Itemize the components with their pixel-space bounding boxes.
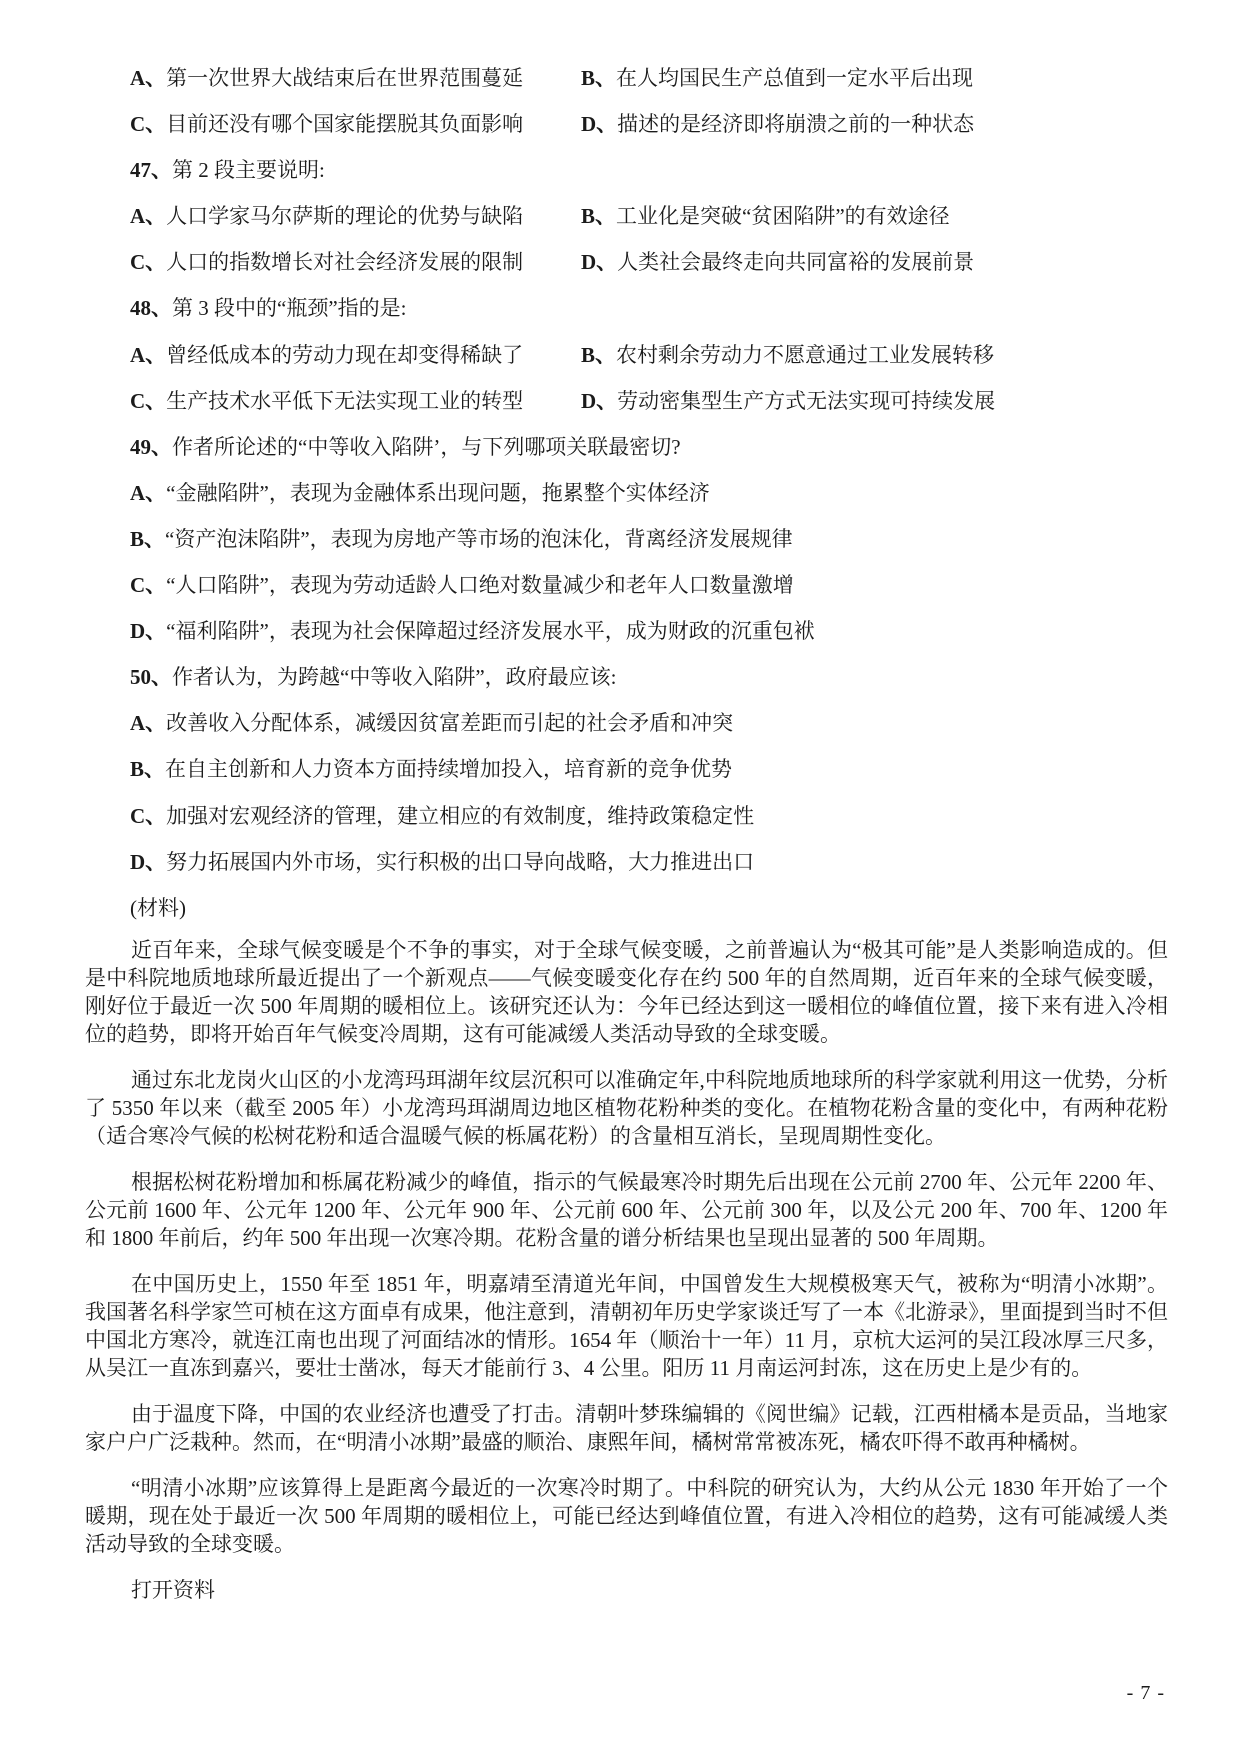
question-47-stem-row	[0, 152, 1241, 198]
option-label: D、	[130, 849, 167, 874]
material-paragraph-4: 在中国历史上，1550 年至 1851 年，明嘉靖至清道光年间，中国曾发生大规模极寒天气，被称为“明清小冰期”。我国著名科学家竺可桢在这方面卓有成果，他注意到，清朝初年历史学家谈迁写了一本《北游录》，里面提到当时不但中国北方寒冷，就连江南也出现了河面结冰的情形。1654 年（顺治十一年）11 月，京杭大运河的吴江段冰厚三尺多，从吴江一直冻到嘉兴，要壮士凿冰，每天才能前行 3、4 公里。阳历 11 月南运河封冻，这在历史上是少有的。	[85, 1271, 1168, 1380]
option-label: A、	[130, 204, 167, 229]
question-stem-text: 作者认为，为跨越“中等收入陷阱”，政府最应该:	[172, 665, 617, 690]
option-label: C、	[130, 388, 167, 413]
question-49-option-A-row	[0, 475, 1241, 521]
option-text: 曾经低成本的劳动力现在却变得稀缺了	[166, 342, 524, 367]
material-paragraph-5: 由于温度下降，中国的农业经济也遭受了打击。清朝叶梦珠编辑的《阅世编》记载，江西柑橘本是贡品，当地家家户户广泛栽种。然而，在“明清小冰期”最盛的顺治、康熙年间，橘树常常被冻死，橘农吓得不敢再种橘树。	[85, 1401, 1168, 1454]
option-49-D	[130, 615, 815, 645]
option-text: 在自主创新和人力资本方面持续增加投入，培育新的竞争优势	[165, 757, 733, 782]
question-number: 48、	[130, 296, 172, 321]
option-48-D	[581, 385, 995, 415]
option-label: C、	[130, 803, 167, 828]
option-label: D、	[130, 619, 167, 644]
option-label: A、	[130, 480, 167, 505]
option-label: A、	[130, 342, 167, 367]
question-50-option-D-row	[0, 844, 1241, 890]
option-text: 人口的指数增长对社会经济发展的限制	[166, 250, 524, 275]
material-header: (材料)	[130, 895, 186, 920]
option-48-C	[130, 385, 523, 415]
option-46-C	[130, 108, 523, 138]
option-text: 人类社会最终走向共同富裕的发展前景	[617, 250, 975, 275]
option-text: “资产泡沫陷阱”，表现为房地产等市场的泡沫化，背离经济发展规律	[165, 526, 793, 551]
option-48-B	[581, 339, 994, 369]
option-text: 努力拓展国内外市场，实行积极的出口导向战略，大力推进出口	[166, 849, 755, 874]
option-label: A、	[130, 66, 167, 90]
question-50-option-B-row	[0, 751, 1241, 797]
question-stem-text: 第 2 段主要说明:	[172, 158, 325, 183]
material-section	[85, 936, 1168, 1604]
question-number: 47、	[130, 158, 172, 183]
question-stem-text: 第 3 段中的“瓶颈”指的是:	[172, 296, 407, 321]
option-label: B、	[130, 757, 166, 782]
option-label: D、	[581, 388, 618, 413]
option-text: 描述的是经济即将崩溃之前的一种状态	[617, 112, 975, 137]
option-text: 人口学家马尔萨斯的理论的优势与缺陷	[166, 204, 524, 229]
question-stem	[130, 154, 325, 184]
question-49-option-D-row	[0, 613, 1241, 659]
question-number: 49、	[130, 434, 172, 459]
option-47-D	[581, 246, 974, 276]
option-48-A	[130, 339, 523, 369]
option-50-C	[130, 800, 754, 830]
question-number: 50、	[130, 665, 172, 690]
question-50-option-A-row	[0, 705, 1241, 751]
option-text: “人口陷阱”，表现为劳动适龄人口绝对数量减少和老年人口数量激增	[166, 573, 794, 598]
question-49-stem-row	[0, 429, 1241, 475]
option-text: 农村剩余劳动力不愿意通过工业发展转移	[616, 342, 995, 367]
question-49-option-B-row	[0, 521, 1241, 567]
option-text: 改善收入分配体系，减缓因贫富差距而引起的社会矛盾和冲突	[166, 711, 734, 736]
option-text: 工业化是突破“贫困陷阱”的有效途径	[616, 204, 950, 229]
option-49-B	[130, 523, 793, 553]
material-paragraph-1: 近百年来，全球气候变暖是个不争的事实，对于全球气候变暖，之前普遍认为“极其可能”是人类影响造成的。但是中科院地质地球所最近提出了一个新观点——气候变暖变化存在约 500 年的自然周期，近百年来的全球气候变暖，刚好位于最近一次 500 年周期的暖相位上。该研究还认为：今年已经达到这一暖相位的峰值位置，接下来有进入冷相位的趋势，即将开始百年气候变冷周期，这有可能减缓人类活动导致的全球变暖。	[85, 937, 1168, 1046]
option-text: 加强对宏观经济的管理，建立相应的有效制度，维持政策稳定性	[166, 803, 755, 828]
question-46-options-row-1	[0, 60, 1241, 106]
option-label: C、	[130, 573, 167, 598]
option-47-A	[130, 200, 523, 230]
option-text: “金融陷阱”，表现为金融体系出现问题，拖累整个实体经济	[166, 480, 710, 505]
material-paragraph-3: 根据松树花粉增加和栎属花粉减少的峰值，指示的气候最寒冷时期先后出现在公元前 2700 年、公元年 2200 年、公元前 1600 年、公元年 1200 年、公元年 900 年、公元前 600 年、公元前 300 年，以及公元 200 年、700 年、1200 年和 1800 年前后，约年 500 年出现一次寒冷期。花粉含量的谱分析结果也呈现出显著的 500 年周期。	[85, 1169, 1168, 1250]
material-header-row	[0, 890, 1241, 936]
material-paragraph-6: “明清小冰期”应该算得上是距离今最近的一次寒冷时期了。中科院的研究认为，大约从公元 1830 年开始了一个暖期，现在处于最近一次 500 年周期的暖相位上，可能已经达到峰值位置，有进入冷相位的趋势，这有可能减缓人类活动导致的全球变暖。	[85, 1475, 1168, 1556]
option-label: C、	[130, 250, 167, 275]
option-label: C、	[130, 112, 167, 137]
material-paragraph-2: 通过东北龙岗火山区的小龙湾玛珥湖年纹层沉积可以准确定年,中科院地质地球所的科学家就利用这一优势，分析了 5350 年以来（截至 2005 年）小龙湾玛珥湖周边地区植物花粉种类的变化。在植物花粉含量的变化中，有两种花粉（适合寒冷气候的松树花粉和适合温暖气候的栎属花粉）的含量相互消长，呈现周期性变化。	[85, 1067, 1168, 1148]
question-49-option-C-row	[0, 567, 1241, 613]
question-46-options-row-2	[0, 106, 1241, 152]
question-50-option-C-row	[0, 798, 1241, 844]
question-48-options-row-2	[0, 383, 1241, 429]
option-46-B	[581, 62, 973, 92]
option-label: D、	[581, 250, 618, 275]
option-text: 劳动密集型生产方式无法实现可持续发展	[617, 388, 996, 413]
option-text: 生产技术水平低下无法实现工业的转型	[166, 388, 524, 413]
question-stem-text: 作者所论述的“中等收入陷阱’，与下列哪项关联最密切?	[172, 434, 681, 459]
option-47-C	[130, 246, 523, 276]
option-label: A、	[130, 711, 167, 736]
option-46-D	[581, 108, 974, 138]
option-text: 第一次世界大战结束后在世界范围蔓延	[166, 66, 524, 90]
question-stem	[130, 661, 616, 691]
question-stem	[130, 292, 406, 322]
option-label: B、	[581, 342, 617, 367]
option-text: “福利陷阱”，表现为社会保障超过经济发展水平，成为财政的沉重包袱	[166, 619, 815, 644]
option-label: B、	[581, 66, 617, 90]
option-label: D、	[581, 112, 618, 137]
question-47-options-row-2	[0, 244, 1241, 290]
option-label: B、	[130, 526, 166, 551]
option-47-B	[581, 200, 950, 230]
question-48-options-row-1	[0, 337, 1241, 383]
option-49-C	[130, 569, 794, 599]
option-text: 在人均国民生产总值到一定水平后出现	[616, 66, 974, 90]
option-50-D	[130, 846, 754, 876]
option-49-A	[130, 477, 710, 507]
option-50-A	[130, 707, 733, 737]
option-text: 目前还没有哪个国家能摆脱其负面影响	[166, 112, 524, 137]
option-label: B、	[581, 204, 617, 229]
question-47-options-row-1	[0, 198, 1241, 244]
question-48-stem-row	[0, 290, 1241, 336]
page-number: - 7 -	[1126, 1682, 1165, 1704]
option-50-B	[130, 753, 732, 783]
question-stem	[130, 431, 681, 461]
option-46-A	[130, 62, 523, 92]
question-50-stem-row	[0, 659, 1241, 705]
open-material-text: 打开资料	[131, 1577, 215, 1602]
